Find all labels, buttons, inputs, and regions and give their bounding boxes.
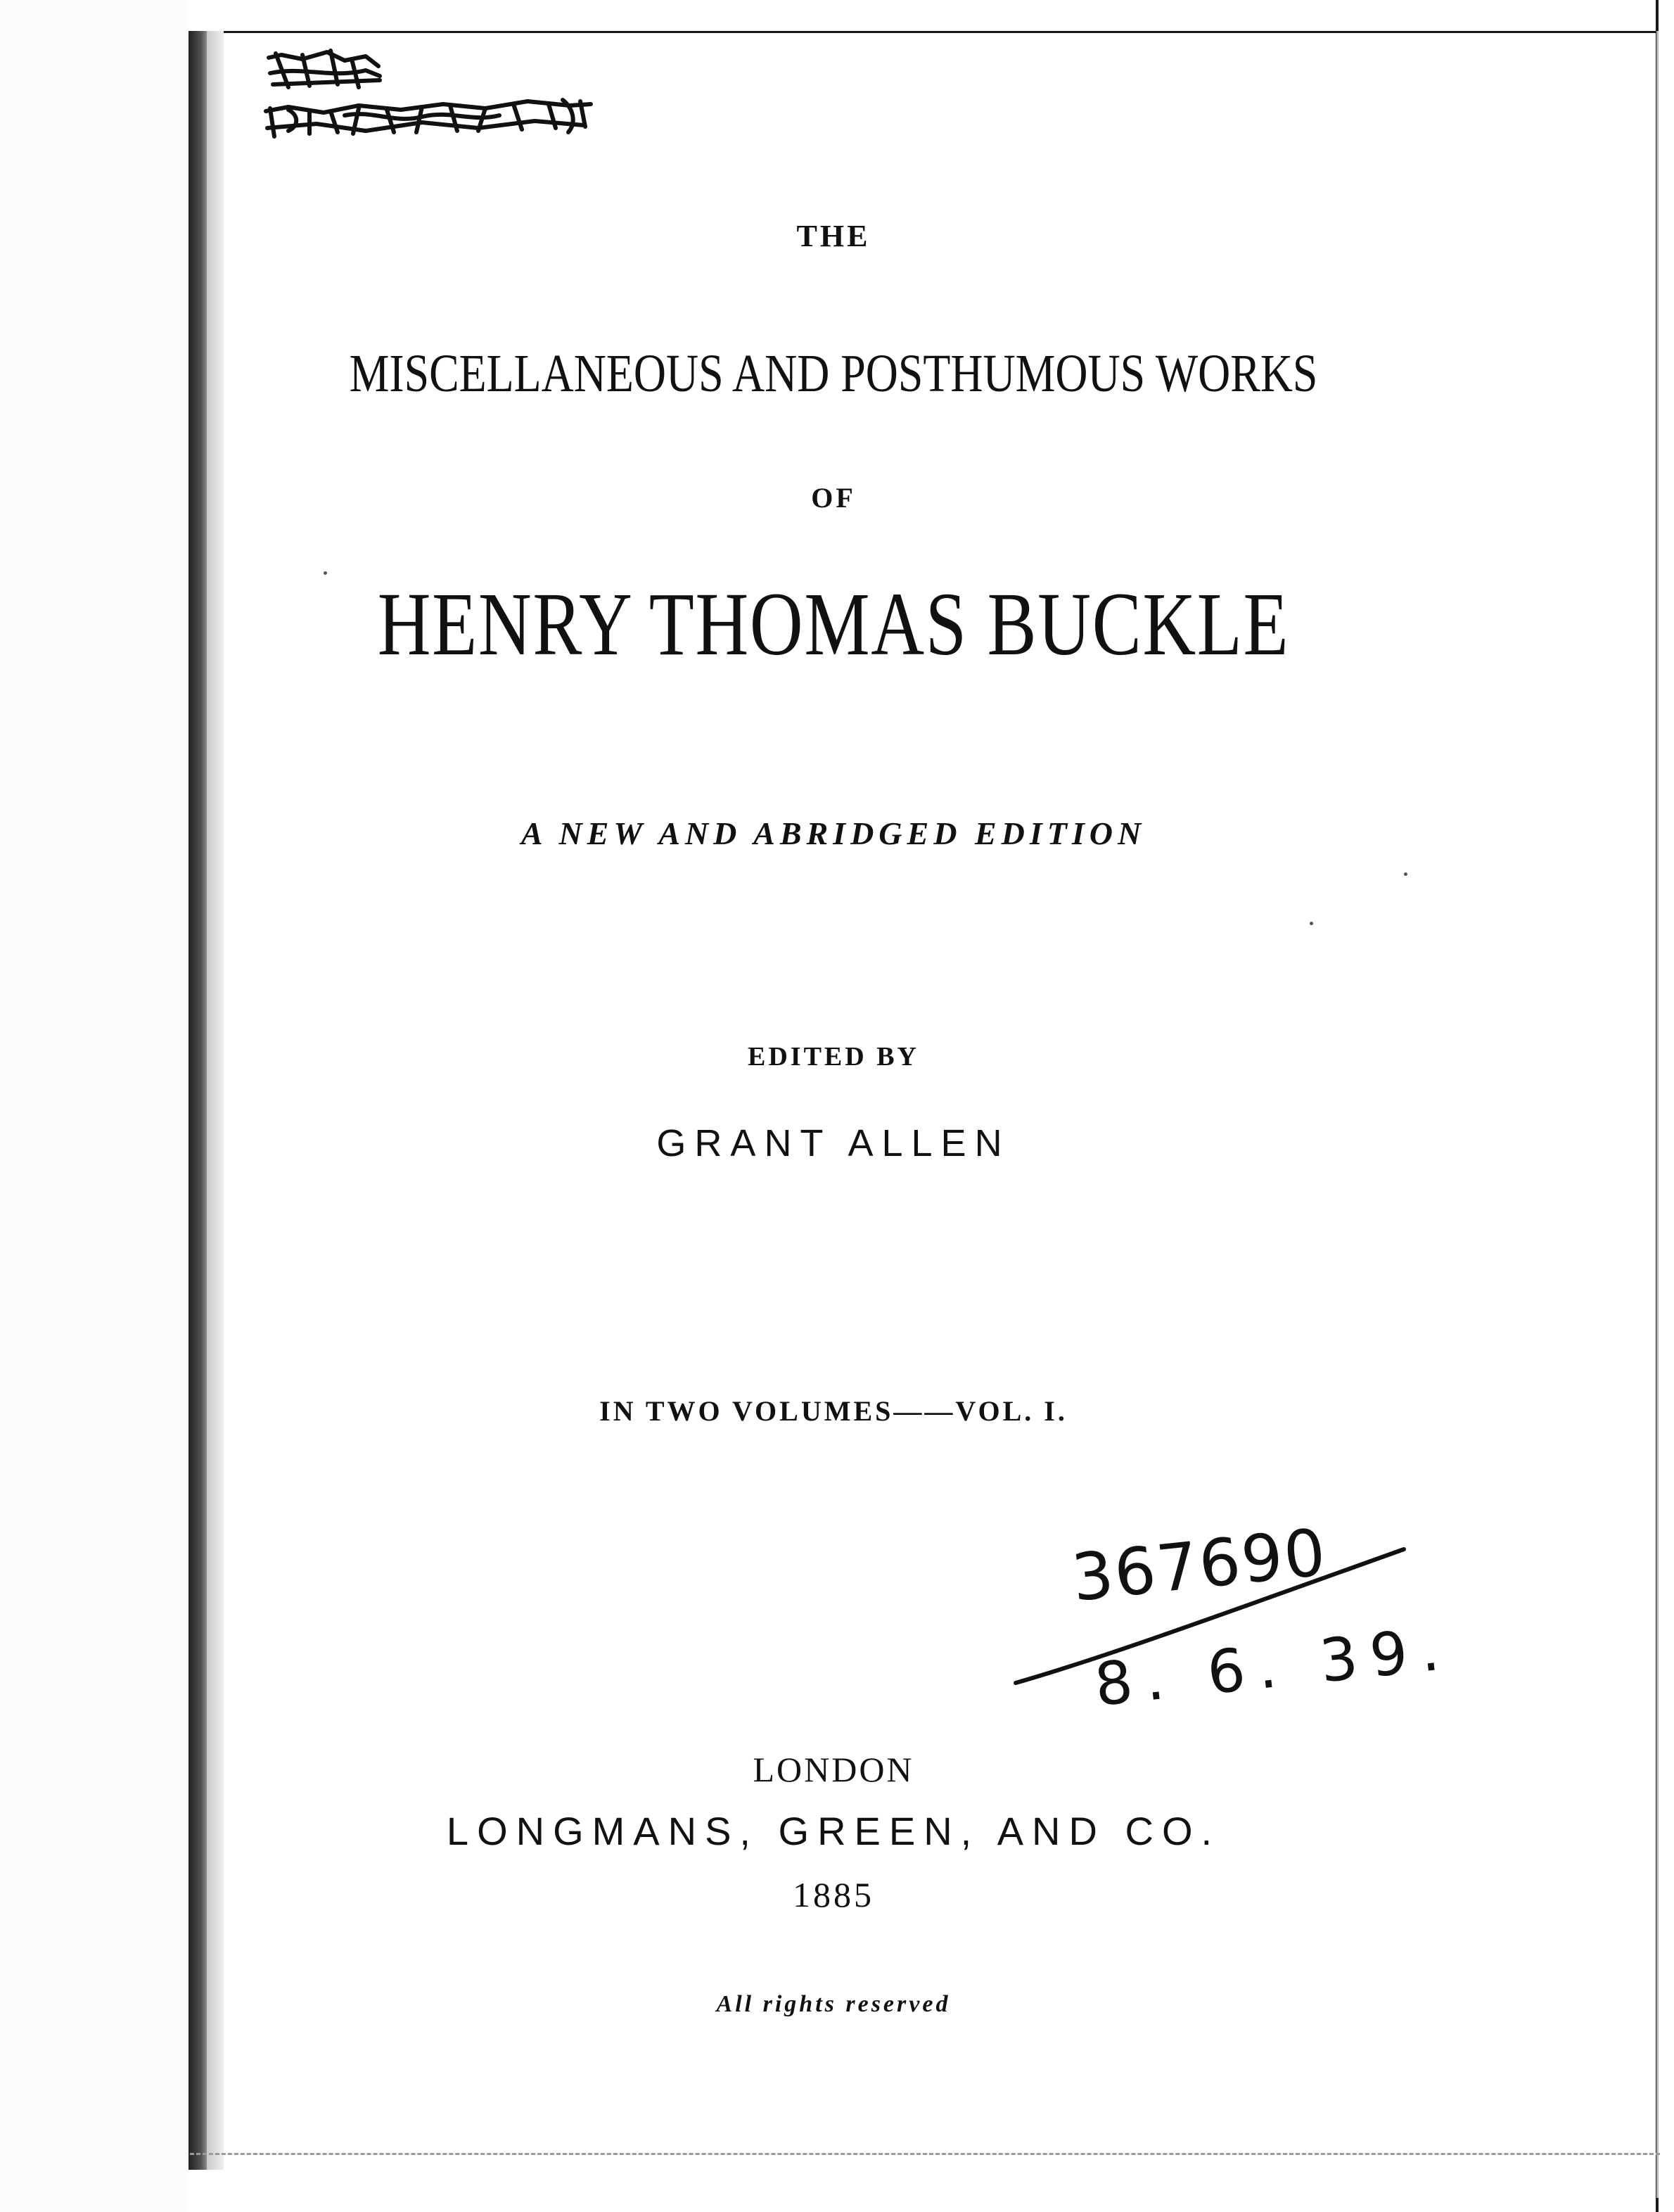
page-edge-shadow [1656,31,1659,2198]
author-name: HENRY THOMAS BUCKLE [377,574,1290,674]
rights-notice: All rights reserved [716,1991,951,2017]
publication-year: 1885 [793,1875,874,1914]
scan-speck [324,571,327,575]
edited-by-label: EDITED BY [748,1042,919,1072]
facing-blank-page [0,0,189,2212]
handwritten-accession-number: 367690 [1068,1514,1331,1616]
book-title: MISCELLANEOUS AND POSTHUMOUS WORKS [349,344,1318,403]
scan-speck [1310,922,1313,925]
title-page [225,31,1653,2212]
gutter-shadow [207,31,224,2170]
title-preposition: OF [811,482,856,514]
scan-speck [1404,872,1407,876]
volume-statement: IN TWO VOLUMES——VOL. I. [599,1395,1068,1427]
book-gutter [189,31,207,2170]
publication-place: LONDON [753,1750,914,1789]
title-article: THE [796,219,871,253]
publisher-name: LONGMANS, GREEN, AND CO. [446,1809,1221,1853]
editor-name: GRANT ALLEN [656,1122,1011,1164]
handwritten-accession-date: 8. 6. 39. [1091,1613,1455,1720]
edition-statement: A NEW AND ABRIDGED EDITION [520,815,1146,851]
scan-top-edge [0,0,1674,33]
